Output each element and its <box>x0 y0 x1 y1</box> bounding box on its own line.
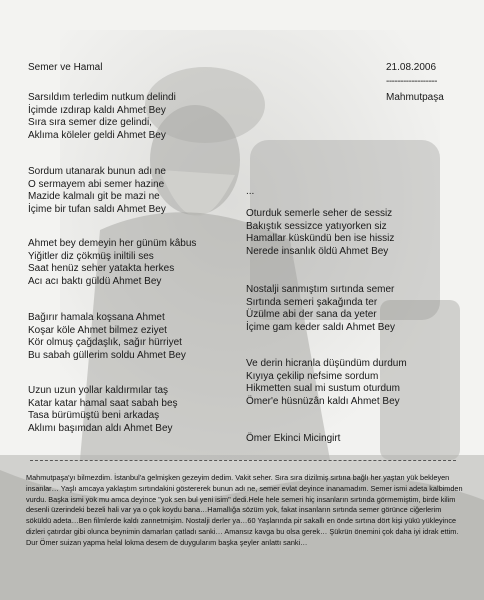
stanza-left-5 <box>28 385 178 435</box>
verse-line: Ve derin hicranla düşündüm durdum <box>246 358 407 369</box>
verse-line: Nostalji sanmıştım sırtında semer <box>246 284 395 295</box>
verse-line: Sordum utanarak bunun adı ne <box>28 166 166 177</box>
stanza-right-2 <box>246 284 395 334</box>
verse-line: Bakıştık sessizce yatıyorken siz <box>246 220 387 232</box>
verse-line: Hikmetten sual mi sustum oturdum <box>246 383 400 395</box>
stanza-left-3 <box>28 238 196 288</box>
verse-line: Koşar köle Ahmet bilmez eziyet <box>28 324 167 336</box>
stanza-separator: ... <box>246 186 255 197</box>
verse-line: Acı acı baktı güldü Ahmet Bey <box>28 275 162 287</box>
stanza-left-2 <box>28 166 166 216</box>
verse-line: Saat henüz seher yatakta herkes <box>28 263 175 275</box>
verse-line: Oturduk semerle seher de sessiz <box>246 208 393 219</box>
verse-line: İçime bir tufan saldı Ahmet Bey <box>28 203 166 215</box>
poem-title: Semer ve Hamal <box>28 62 103 73</box>
verse-line: Hamallar küskündü ben ise hissiz <box>246 233 395 245</box>
stanza-left-4 <box>28 312 186 362</box>
verse-line: Nerede insanlık öldü Ahmet Bey <box>246 245 389 257</box>
verse-line: Yiğitler diz çökmüş iniltili ses <box>28 250 154 262</box>
prose-paragraph: Mahmutpaşa'yı bilmezdim. İstanbul'a gelmişken gezeyim dedim. Vakit seher. Sıra sıra dizilmiş sırtına bağlı her yaştan yük bekleyen insanlar… Yaşlı amcaya yaklaştım sırtındakini göstererek bunun adı ne, semer evlat deyince inanamadım. Semer ismi adeta kalbimden vurdu. Başka ismi yok mu amca deyince "yok sen bul yeni isim" dedi.Hele hele semeri hiç insanların sırtında görmemiştim, birde kilim desenli üzerindeki bezeli hali var ya o çok koydu bana…Hamallığa sözüm yok, fakat insanların sırtında semer görünce ciğerlerim söküldü adeta…Ben filmlerde kaldı zannetmişim. Nostalji derler ya…60 Yaşlarında pir sakallı en önde sırtına dört kişi yükü yükleyince dizleri çatırdar gibi olunca beynimin damarları çatladı sanki… Amansız kavga bu olsa gerek… Şükrün önemini çok daha iyi idrak ettim. Dur Ömer suizan yapma helal lokma desem de duygularım başka şeyler anlattı sanki… <box>26 473 463 547</box>
verse-line: İçimde ızdırap kaldı Ahmet Bey <box>28 104 166 116</box>
poem-place: Mahmutpaşa <box>386 92 444 103</box>
poem-author: Ömer Ekinci Micingirt <box>246 433 341 444</box>
verse-line: Üzülme abi der sana da yeter <box>246 309 377 321</box>
verse-line: Ömer'e hüsnüzân kaldı Ahmet Bey <box>246 395 400 407</box>
stanza-left-1 <box>28 92 176 142</box>
verse-line: Sarsıldım terledim nutkum delindi <box>28 92 176 103</box>
verse-line: Kıyıya çekilip nefsime sordum <box>246 370 379 382</box>
stanza-right-1 <box>246 208 394 258</box>
verse-line: Bağırır hamala koşsana Ahmet <box>28 312 165 323</box>
verse-line: Kör olmuş çağdaşlık, sağır hürriyet <box>28 337 182 349</box>
verse-line: Aklımı başımdan aldı Ahmet Bey <box>28 422 173 434</box>
verse-line: Mazide kalmalı git be mazi ne <box>28 191 160 203</box>
verse-line: İçime gam keder saldı Ahmet Bey <box>246 321 395 333</box>
verse-line: Katar katar hamal saat sabah beş <box>28 397 178 409</box>
verse-line: Bu sabah güllerim soldu Ahmet Bey <box>28 349 186 361</box>
verse-line: O sermayem abi semer hazine <box>28 178 165 190</box>
verse-line: Ahmet bey demeyin her günüm kâbus <box>28 238 197 249</box>
verse-line: Tasa bürümüştü beni arkadaş <box>28 410 160 422</box>
poem-date: 21.08.2006 <box>386 62 437 73</box>
verse-line: Sıra sıra semer dize gelindi, <box>28 117 152 129</box>
verse-line: Sırtında semeri şakağında ter <box>246 296 378 308</box>
date-underline: ------------------ <box>386 76 437 87</box>
verse-line: Aklıma köleler geldi Ahmet Bey <box>28 129 166 141</box>
section-divider <box>30 460 456 461</box>
verse-line: Uzun uzun yollar kaldırmılar taş <box>28 385 169 396</box>
stanza-right-3 <box>246 358 407 408</box>
